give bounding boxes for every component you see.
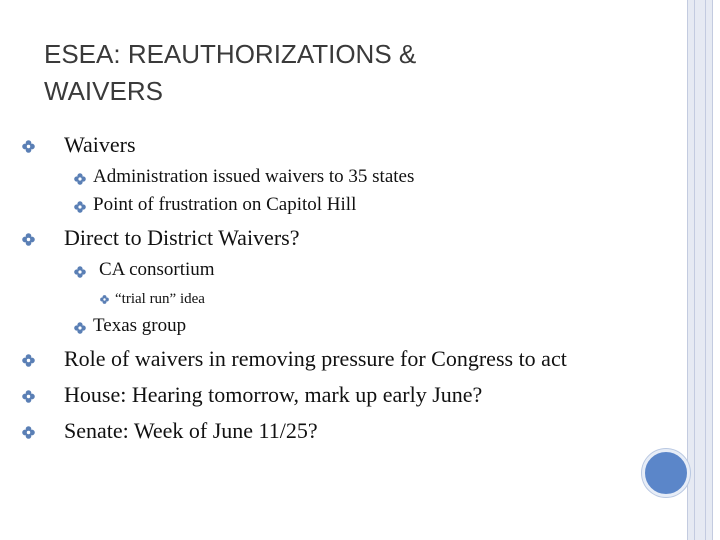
four-petal-bullet-icon (22, 233, 35, 246)
four-petal-bullet-icon (22, 426, 35, 439)
bullet-house: House: Hearing tomorrow, mark up early June? (64, 382, 483, 407)
four-petal-bullet-icon (22, 354, 35, 367)
four-petal-bullet-icon (22, 140, 35, 153)
rail-line (712, 0, 713, 540)
bullet-frustration: Point of frustration on Capitol Hill (93, 194, 357, 215)
rail-line (687, 0, 688, 540)
four-petal-bullet-icon (74, 266, 86, 278)
bullet-waivers: Waivers (64, 132, 136, 157)
bullet-texas-group: Texas group (93, 315, 187, 336)
circle-decoration (642, 449, 690, 497)
bullet-trial-run: “trial run” idea (115, 291, 205, 307)
four-petal-bullet-icon (74, 173, 86, 185)
four-petal-bullet-icon (100, 295, 109, 304)
right-rail-band (688, 0, 712, 540)
bullet-role-waivers: Role of waivers in removing pressure for Congress to act (64, 346, 567, 371)
title-line-1: ESEA: REAUTHORIZATIONS & (44, 39, 417, 69)
four-petal-bullet-icon (74, 322, 86, 334)
title-line-2: WAIVERS (44, 76, 163, 106)
slide-title (44, 36, 644, 110)
four-petal-bullet-icon (22, 390, 35, 403)
four-petal-bullet-icon (74, 201, 86, 213)
rail-line (705, 0, 706, 540)
bullet-ca-consortium: CA consortium (99, 259, 215, 280)
bullet-senate: Senate: Week of June 11/25? (64, 418, 318, 443)
bullet-admin-issued: Administration issued waivers to 35 states (93, 166, 415, 187)
rail-line (694, 0, 695, 540)
bullet-direct-district: Direct to District Waivers? (64, 225, 300, 250)
